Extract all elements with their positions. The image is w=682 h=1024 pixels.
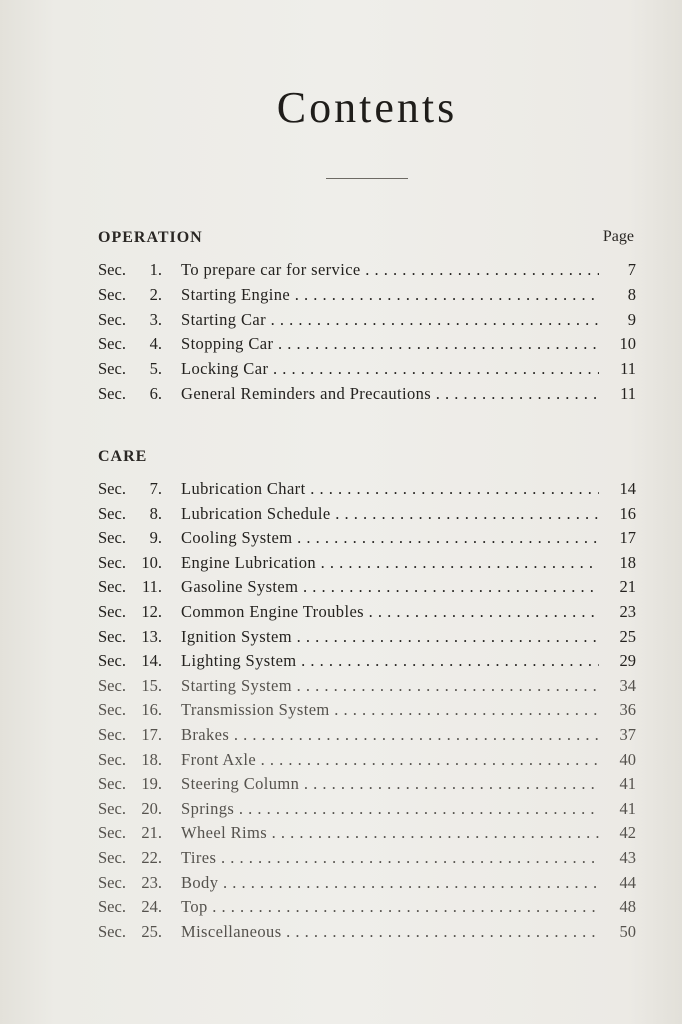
section-number: 11. <box>141 577 162 597</box>
toc-entry <box>0 382 682 406</box>
section-number: 14. <box>141 651 162 671</box>
section-prefix: Sec. <box>98 774 126 794</box>
toc-entry <box>0 649 682 673</box>
entry-title: Locking Car . . . <box>181 357 599 381</box>
entry-title: Engine Lubrication . . . <box>181 551 599 575</box>
entry-page-number: 9 <box>627 309 636 329</box>
section-prefix: Sec. <box>98 309 126 329</box>
section-number: 10. <box>141 552 162 572</box>
toc-entry <box>0 332 682 356</box>
entry-title: Lubrication Schedule . . . <box>181 502 599 526</box>
entry-page-number: 36 <box>619 700 636 720</box>
entry-page-number: 18 <box>619 552 636 572</box>
entry-title: General Reminders and Precautions . . . <box>181 382 599 406</box>
entry-title: Wheel Rims . . . <box>181 821 599 845</box>
section-prefix: Sec. <box>98 528 126 548</box>
entry-title: Transmission System . . . <box>181 698 599 722</box>
toc-entry <box>0 895 682 919</box>
toc-entry <box>0 600 682 624</box>
entry-page-number: 43 <box>619 848 636 867</box>
entry-title: Cooling System . . . <box>181 526 599 550</box>
section-number: 5. <box>149 359 162 379</box>
toc-entry <box>0 674 682 698</box>
entry-page-number: 17 <box>619 528 636 548</box>
toc-entry <box>0 846 682 870</box>
toc-entry <box>0 258 682 282</box>
section-number: 12. <box>141 602 162 621</box>
section-prefix: Sec. <box>98 749 126 769</box>
toc-entry <box>0 748 682 772</box>
entry-title: Miscellaneous . . . <box>181 920 599 944</box>
toc-entry <box>0 502 682 526</box>
toc-entry <box>0 526 682 550</box>
entry-title: Steering Column . . . <box>181 772 599 796</box>
entry-title: Body . . . <box>181 871 599 895</box>
toc-entry <box>0 283 682 307</box>
entry-page-number: 41 <box>619 798 636 818</box>
entry-title: Gasoline System . . . <box>181 575 599 599</box>
section-heading-care: CARE <box>98 448 148 465</box>
section-prefix: Sec. <box>98 675 126 695</box>
section-prefix: Sec. <box>98 897 126 917</box>
toc-entry <box>0 551 682 575</box>
entry-page-number: 7 <box>627 260 636 279</box>
section-prefix: Sec. <box>98 359 126 379</box>
section-prefix: Sec. <box>98 384 126 403</box>
entry-title: Starting System . . . <box>181 674 599 698</box>
entry-title: Ignition System . . . <box>181 625 599 649</box>
page-column-label: Page <box>602 228 634 245</box>
entry-title: Starting Engine . . . <box>181 283 599 307</box>
entry-page-number: 11 <box>620 359 636 379</box>
section-prefix: Sec. <box>98 260 126 279</box>
section-prefix: Sec. <box>98 921 126 941</box>
toc-entry <box>0 821 682 845</box>
section-prefix: Sec. <box>98 552 126 572</box>
section-prefix: Sec. <box>98 503 126 523</box>
section-number: 8. <box>149 503 162 523</box>
section-prefix: Sec. <box>98 823 126 843</box>
entry-page-number: 29 <box>619 651 636 671</box>
toc-entry <box>0 772 682 796</box>
entry-title: Front Axle . . . <box>181 748 599 772</box>
entry-page-number: 42 <box>619 823 636 843</box>
section-prefix: Sec. <box>98 872 126 892</box>
entry-title: Tires . . . <box>181 846 599 870</box>
section-number: 18. <box>141 749 162 769</box>
entry-page-number: 37 <box>619 725 636 744</box>
entry-page-number: 40 <box>619 749 636 769</box>
section-prefix: Sec. <box>98 626 126 646</box>
entry-title: Starting Car . . . <box>181 308 599 332</box>
entry-title: To prepare car for service . . . <box>181 258 599 282</box>
toc-entry <box>0 698 682 722</box>
entry-page-number: 25 <box>619 626 636 646</box>
section-prefix: Sec. <box>98 848 126 867</box>
section-prefix: Sec. <box>98 798 126 818</box>
entry-title: Common Engine Troubles . . . <box>181 600 599 624</box>
entry-page-number: 50 <box>619 921 636 941</box>
toc-entry <box>0 920 682 944</box>
toc-entry <box>0 477 682 501</box>
section-number: 6. <box>149 384 162 403</box>
section-heading-operation: OPERATION <box>98 229 203 246</box>
entry-title: Top . . . <box>181 895 599 919</box>
entry-page-number: 16 <box>619 503 636 523</box>
section-number: 1. <box>149 260 162 279</box>
toc-entry <box>0 871 682 895</box>
toc-entry <box>0 575 682 599</box>
toc-entry <box>0 357 682 381</box>
title-divider <box>326 178 408 179</box>
section-number: 23. <box>141 872 162 892</box>
entry-page-number: 21 <box>619 577 636 597</box>
section-prefix: Sec. <box>98 700 126 720</box>
section-number: 24. <box>141 897 162 917</box>
entry-page-number: 14 <box>619 479 636 498</box>
entry-page-number: 48 <box>619 897 636 917</box>
entry-title: Stopping Car . . . <box>181 332 599 356</box>
section-number: 2. <box>149 284 162 304</box>
section-prefix: Sec. <box>98 334 126 354</box>
toc-entry <box>0 625 682 649</box>
entry-page-number: 10 <box>619 334 636 354</box>
entry-page-number: 41 <box>619 774 636 794</box>
section-number: 3. <box>149 309 162 329</box>
entry-title: Lubrication Chart . . . <box>181 477 599 501</box>
entry-page-number: 44 <box>619 872 636 892</box>
section-number: 15. <box>141 675 162 695</box>
entry-page-number: 34 <box>619 675 636 695</box>
entry-title: Springs . . . <box>181 797 599 821</box>
section-number: 21. <box>141 823 162 843</box>
section-prefix: Sec. <box>98 577 126 597</box>
section-prefix: Sec. <box>98 602 126 621</box>
entry-title: Brakes . . . <box>181 723 599 747</box>
section-number: 22. <box>141 848 162 867</box>
section-prefix: Sec. <box>98 284 126 304</box>
section-number: 20. <box>141 798 162 818</box>
toc-entry <box>0 797 682 821</box>
section-prefix: Sec. <box>98 651 126 671</box>
entry-page-number: 8 <box>627 284 636 304</box>
section-number: 16. <box>141 700 162 720</box>
section-number: 13. <box>141 626 162 646</box>
section-number: 7. <box>149 479 162 498</box>
section-number: 4. <box>149 334 162 354</box>
entry-page-number: 23 <box>619 602 636 621</box>
section-prefix: Sec. <box>98 725 126 744</box>
entry-page-number: 11 <box>620 384 636 403</box>
section-number: 25. <box>141 921 162 941</box>
section-number: 19. <box>141 774 162 794</box>
section-number: 9. <box>149 528 162 548</box>
toc-entry <box>0 308 682 332</box>
entry-title: Lighting System . . . <box>181 649 599 673</box>
section-prefix: Sec. <box>98 479 126 498</box>
section-number: 17. <box>141 725 162 744</box>
page-title: Contents <box>276 83 458 132</box>
toc-entry <box>0 723 682 747</box>
